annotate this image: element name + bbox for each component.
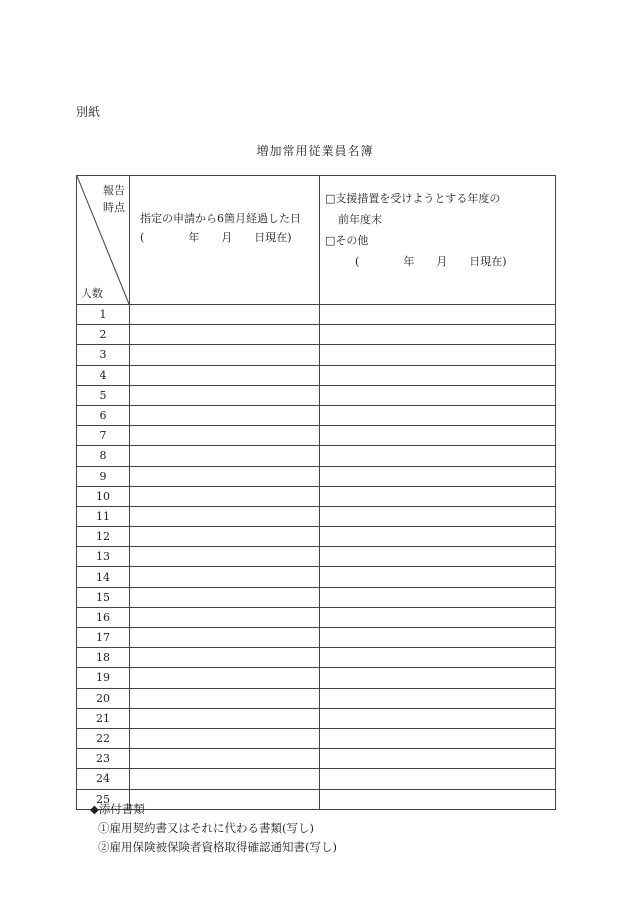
table-row	[77, 708, 556, 728]
table-row	[77, 426, 556, 446]
table-row	[77, 769, 556, 789]
table-row	[77, 648, 556, 668]
other-period-entry-cell[interactable]	[320, 668, 556, 688]
six-months-entry-cell[interactable]	[130, 648, 320, 668]
row-number: 21	[77, 708, 130, 728]
six-months-entry-cell[interactable]	[130, 365, 320, 385]
six-months-entry-cell[interactable]	[130, 527, 320, 547]
table-row	[77, 385, 556, 405]
table-row	[77, 587, 556, 607]
table-row	[77, 728, 556, 748]
six-months-entry-cell[interactable]	[130, 446, 320, 466]
other-period-entry-cell[interactable]	[320, 527, 556, 547]
table-row	[77, 688, 556, 708]
row-number: 6	[77, 405, 130, 425]
table-row	[77, 405, 556, 425]
row-number: 22	[77, 728, 130, 748]
other-period-entry-cell[interactable]	[320, 426, 556, 446]
six-months-entry-cell[interactable]	[130, 486, 320, 506]
six-months-entry-cell[interactable]	[130, 426, 320, 446]
other-period-header-cell	[320, 176, 556, 305]
corner-header-cell	[77, 176, 130, 305]
report-time-label	[103, 182, 125, 216]
row-number: 8	[77, 446, 130, 466]
document-label: 別紙	[76, 105, 101, 119]
other-period-entry-cell[interactable]	[320, 648, 556, 668]
row-number: 18	[77, 648, 130, 668]
six-months-date-line: ( 年 月 日現在)	[140, 231, 292, 244]
other-period-date-line: ( 年 月 日現在)	[355, 255, 507, 268]
row-number: 17	[77, 628, 130, 648]
document-title: 増加常用従業員名簿	[256, 144, 374, 158]
six-months-entry-cell[interactable]	[130, 466, 320, 486]
six-months-entry-cell[interactable]	[130, 728, 320, 748]
other-period-entry-cell[interactable]	[320, 345, 556, 365]
row-number: 15	[77, 587, 130, 607]
table-row	[77, 567, 556, 587]
previous-fiscal-year-end-text: 前年度末	[338, 213, 382, 226]
row-number: 4	[77, 365, 130, 385]
table-row	[77, 506, 556, 526]
report-time-line1: 報告	[103, 184, 125, 197]
six-months-entry-cell[interactable]	[130, 628, 320, 648]
table-row	[77, 466, 556, 486]
row-number: 23	[77, 749, 130, 769]
row-number: 24	[77, 769, 130, 789]
other-period-entry-cell[interactable]	[320, 305, 556, 325]
row-number: 12	[77, 527, 130, 547]
six-months-entry-cell[interactable]	[130, 405, 320, 425]
employee-roster-table	[76, 175, 556, 810]
report-time-line2: 時点	[103, 201, 125, 214]
six-months-entry-cell[interactable]	[130, 688, 320, 708]
other-period-entry-cell[interactable]	[320, 547, 556, 567]
six-months-entry-cell[interactable]	[130, 325, 320, 345]
row-number: 25	[77, 789, 130, 809]
other-period-entry-cell[interactable]	[320, 567, 556, 587]
other-period-entry-cell[interactable]	[320, 587, 556, 607]
table-row	[77, 305, 556, 325]
other-period-entry-cell[interactable]	[320, 628, 556, 648]
six-months-entry-cell[interactable]	[130, 708, 320, 728]
six-months-header-text: 指定の申請から6箇月経過した日	[140, 212, 301, 225]
other-period-entry-cell[interactable]	[320, 325, 556, 345]
row-number: 10	[77, 486, 130, 506]
table-row	[77, 365, 556, 385]
other-period-entry-cell[interactable]	[320, 769, 556, 789]
attachments-heading: ◆添付書類	[90, 802, 145, 816]
six-months-entry-cell[interactable]	[130, 305, 320, 325]
six-months-entry-cell[interactable]	[130, 607, 320, 627]
headcount-label: 人数	[81, 287, 103, 300]
row-number: 9	[77, 466, 130, 486]
other-period-entry-cell[interactable]	[320, 506, 556, 526]
table-row	[77, 486, 556, 506]
other-period-entry-cell[interactable]	[320, 466, 556, 486]
six-months-entry-cell[interactable]	[130, 769, 320, 789]
other-period-entry-cell[interactable]	[320, 486, 556, 506]
row-number: 19	[77, 668, 130, 688]
attachment-item-2: ②雇用保険被保険者資格取得確認通知書(写し)	[98, 840, 337, 854]
row-number: 14	[77, 567, 130, 587]
table-row	[77, 446, 556, 466]
other-period-entry-cell[interactable]	[320, 708, 556, 728]
attachment-item-1: ①雇用契約書又はそれに代わる書類(写し)	[98, 821, 314, 835]
other-period-entry-cell[interactable]	[320, 446, 556, 466]
table-row	[77, 547, 556, 567]
other-period-entry-cell[interactable]	[320, 365, 556, 385]
table-row	[77, 607, 556, 627]
six-months-entry-cell[interactable]	[130, 567, 320, 587]
other-period-entry-cell[interactable]	[320, 789, 556, 809]
row-number: 20	[77, 688, 130, 708]
row-number: 3	[77, 345, 130, 365]
other-period-entry-cell[interactable]	[320, 405, 556, 425]
header-row	[77, 176, 556, 305]
six-months-entry-cell[interactable]	[130, 506, 320, 526]
six-months-entry-cell[interactable]	[130, 385, 320, 405]
six-months-entry-cell[interactable]	[130, 668, 320, 688]
six-months-entry-cell[interactable]	[130, 345, 320, 365]
row-number: 11	[77, 506, 130, 526]
other-period-entry-cell[interactable]	[320, 728, 556, 748]
row-number: 2	[77, 325, 130, 345]
six-months-entry-cell[interactable]	[130, 749, 320, 769]
other-period-entry-cell[interactable]	[320, 385, 556, 405]
other-period-entry-cell[interactable]	[320, 607, 556, 627]
table-row	[77, 527, 556, 547]
table-row	[77, 749, 556, 769]
other-checkbox-line: □その他	[325, 234, 369, 247]
six-months-entry-cell[interactable]	[130, 587, 320, 607]
table-row	[77, 628, 556, 648]
table-row	[77, 325, 556, 345]
attachments-section	[90, 800, 337, 857]
support-measure-checkbox-line: □支援措置を受けようとする年度の	[325, 192, 501, 205]
row-number: 16	[77, 607, 130, 627]
other-period-entry-cell[interactable]	[320, 688, 556, 708]
table-row	[77, 668, 556, 688]
six-months-header-cell	[130, 176, 320, 305]
row-number: 7	[77, 426, 130, 446]
row-number: 5	[77, 385, 130, 405]
row-number: 1	[77, 305, 130, 325]
row-number: 13	[77, 547, 130, 567]
table-row	[77, 345, 556, 365]
six-months-entry-cell[interactable]	[130, 547, 320, 567]
other-period-entry-cell[interactable]	[320, 749, 556, 769]
